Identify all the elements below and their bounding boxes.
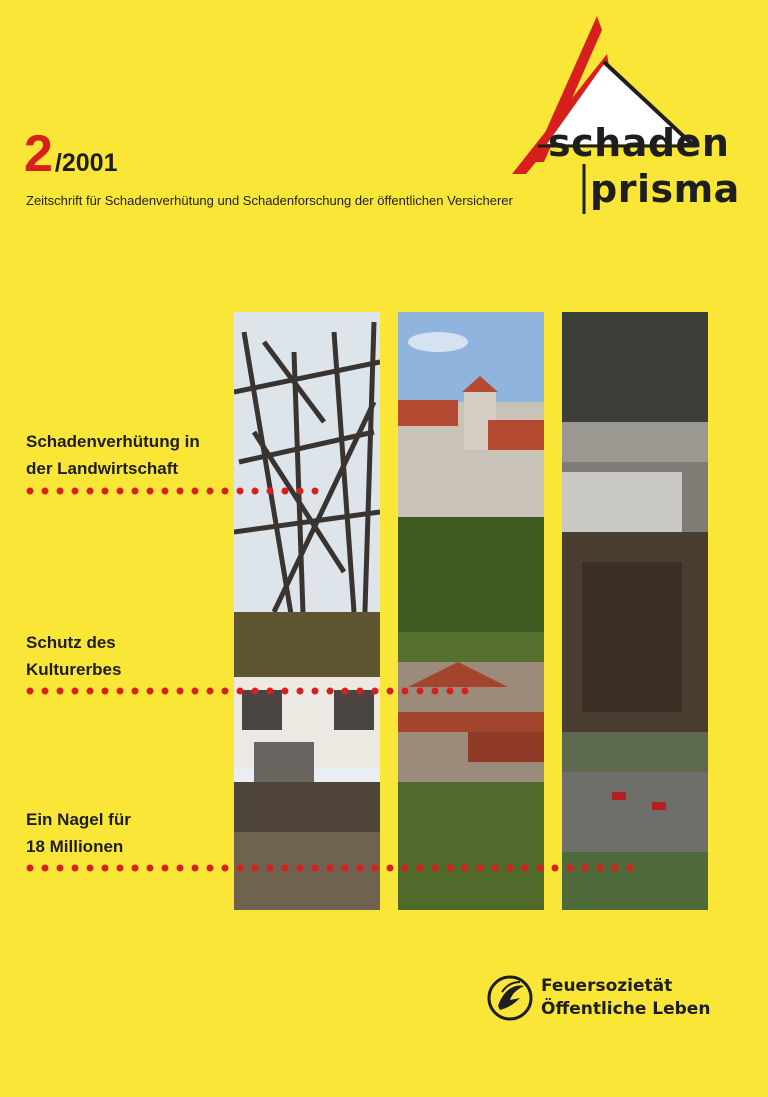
headline-3-line2: 18 Millionen (26, 837, 124, 856)
logo-word-prisma: prisma (590, 167, 740, 211)
headline-1-line2: der Landwirtschaft (26, 459, 179, 478)
headline-2-line2: Kulturerbes (26, 660, 122, 679)
headline-3-line1: Ein Nagel für (26, 810, 131, 829)
magazine-subtitle: Zeitschrift für Schadenverhütung und Schadenforschung der öffentlichen Versicherer (26, 193, 513, 208)
insurer-line2: Öffentliche Leben (541, 999, 711, 1019)
insurer-name (541, 975, 710, 1021)
insurer-line1: Feuersozietät (541, 976, 673, 996)
issue-year: /2001 (54, 149, 118, 177)
issue-num: 2 (24, 125, 53, 183)
headline-2-line1: Schutz des (26, 633, 116, 652)
headline-1-line1: Schadenverhütung in (26, 432, 200, 451)
logo-word-schaden: schaden (548, 121, 730, 165)
